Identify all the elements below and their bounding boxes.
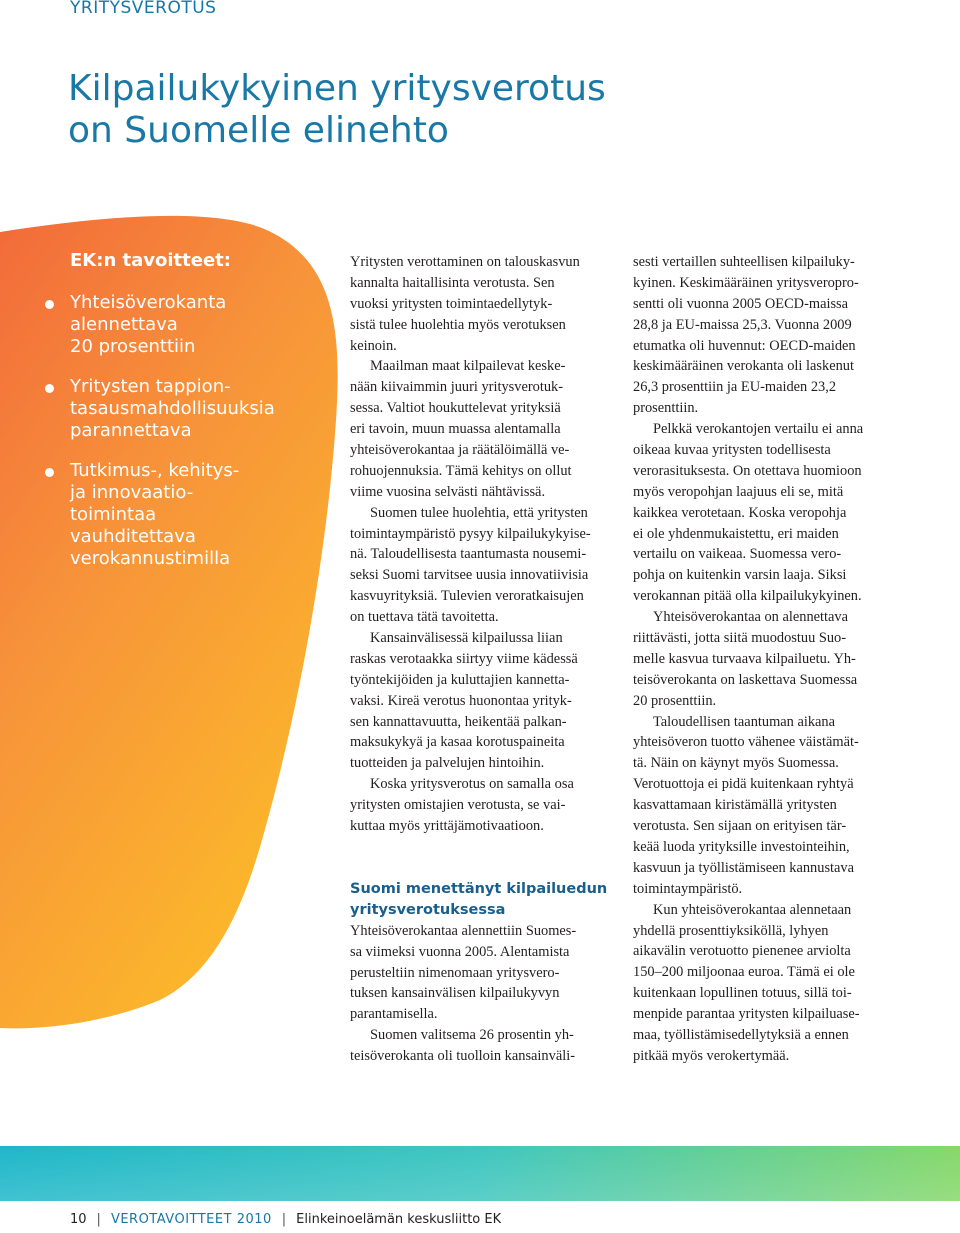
text-line: raskas verotaakka siirtyy viime kädessä [350,650,578,667]
text-line: 20 prosenttiin. [633,692,717,709]
text-line: parantamisella. [350,1006,438,1023]
text-line: Pelkkä verokantojen vertailu ei anna [653,421,864,438]
text-line: tuksen kansainvälisen kilpailukyvyn [350,985,560,1002]
goal-line: Yhteisöverokanta [70,292,227,313]
text-line: prosenttiin. [633,400,699,417]
text-line: Kansainvälisessä kilpailussa liian [370,630,563,647]
page-footer [70,1212,501,1227]
text-line: rohuojennuksia. Tämä kehitys on ollut [350,462,572,479]
article-column-right [633,252,863,1067]
text-line: etumatka oli huvennut: OECD-maiden [633,337,856,354]
goal-line: parannettava [70,420,192,441]
text-line: vuoksi yritysten toimintaedellytyk- [350,295,553,312]
text-line: yhdellä prosenttiyksiköllä, lyhyen [633,922,829,939]
goal-line: vauhditettava [70,526,196,547]
text-line: Yhteisöverokantaa on alennettava [653,609,848,626]
text-line: yhteisöveron tuotto vähenee väistämät- [633,734,859,751]
text-line: toimintaympäristö pysyy kilpailukykyise- [350,525,591,542]
text-line: teisöverokanta on laskettava Suomessa [633,671,858,688]
footer-separator: | [281,1212,287,1227]
text-line: sa viimeksi vuonna 2005. Alentamista [350,943,570,960]
text-line: keinoin. [350,337,397,354]
text-line: 26,3 prosenttiin ja EU-maiden 23,2 [633,379,837,396]
goal-line: toimintaa [70,504,157,525]
text-line: kasvuun ja työllistämiseen kannustava [633,859,855,876]
text-line: vertailu on vaikeaa. Suomessa vero- [633,546,842,563]
text-line: yhteisöverokantaa ja räätälöimällä ve- [350,442,570,459]
goal-line: alennettava [70,314,178,335]
decorative-gradient-band [0,1146,960,1201]
text-line: toimintaympäristö. [633,880,743,897]
text-line: Suomen tulee huolehtia, että yritysten [370,504,588,521]
text-line: oikeaa kuvaa yritysten todellisesta [633,442,831,459]
text-line: menpide parantaa yritysten kilpailuase- [633,1006,860,1023]
goal-line: ja innovaatio- [70,482,194,503]
section-label: YRITYSVEROTUS [70,0,217,18]
goal-line: Tutkimus-, kehitys- [70,460,240,481]
text-line: työntekijöiden ja kuluttajien kannetta- [350,671,570,688]
text-line: kyinen. Keskimääräinen yritysveropro- [633,274,859,291]
text-line: ei ole yhdenmukaistettu, eri maiden [633,525,839,542]
publication-title: VEROTAVOITTEET 2010 [110,1212,272,1227]
text-line: sistä tulee huolehtia myös verotuksen [350,316,566,333]
text-line: teisöverokanta oli tuolloin kansainväli- [350,1048,576,1065]
text-line: kuitenkaan lopullinen totuus, sillä toi- [633,985,852,1002]
page-number: 10 [70,1212,87,1227]
text-line: nä. Taloudellisesta taantumasta nousemi- [350,546,587,563]
text-line: sentti oli vuonna 2005 OECD-maissa [633,295,849,312]
page-title-line-1: Kilpailukykyinen yritysverotus [68,68,606,109]
text-line: perusteltiin nimenomaan yritysvero- [350,964,560,981]
text-line: Yhteisöverokantaa alennettiin Suomes- [350,922,577,939]
text-line: 28,8 ja EU-maissa 25,3. Vuonna 2009 [633,316,852,333]
text-line: Verotuottoja ei pidä kuitenkaan ryhtyä [633,776,854,793]
text-line: Yritysten verottaminen on talouskasvun [350,254,580,270]
text-line: maa, työllistämisedellytyksiä a ennen [633,1026,849,1043]
text-line: sessa. Valtiot houkuttelevat yrityksiä [350,400,561,417]
article-column-middle [350,252,607,1067]
text-line: sesti vertaillen suhteellisen kilpailuky- [633,254,855,270]
text-line: myös veropohjan laajuus eli se, mitä [633,483,844,500]
text-line: kasvuyrityksiä. Tulevien veroratkaisujen [350,588,584,605]
text-line: Kun yhteisöverokantaa alennetaan [653,901,852,918]
text-line: riittävästi, jotta siitä muodostuu Suo- [633,630,847,647]
text-line: Suomen valitsema 26 prosentin yh- [370,1027,574,1044]
text-line: Koska yritysverotus on samalla osa [370,776,574,793]
organization-name: Elinkeinoelämän keskusliitto EK [296,1212,502,1227]
text-line: nään kiivaimmin juuri yritysverotuk- [350,379,564,396]
text-line: melle kasvua turvaava kilpailuetu. Yh- [633,650,856,667]
text-line: sen kannattavuutta, heikentää palkan- [350,713,567,730]
text-line: Maailman maat kilpailevat keske- [370,358,566,375]
goal-line: 20 prosenttiin [70,336,196,357]
subheading-line: yritysverotuksessa [350,901,506,918]
goal-line: Yritysten tappion- [70,376,231,397]
text-line: maksukykyä ja kasaa korotuspaineita [350,734,565,751]
text-line: on tuettava tätä tavoitetta. [350,609,499,626]
text-line: kasvattamaan kiristämällä yritysten [633,797,837,814]
text-line: seksi Suomi tarvitsee uusia innovatiivisia [350,567,589,584]
text-line: viime vuosina selvästi nähtävissä. [350,483,546,500]
bullet-icon [45,300,54,309]
goal-line: verokannustimilla [70,548,231,569]
text-line: keskimääräinen verokanta oli laskenut [633,358,854,375]
text-line: verokannan pitää olla kilpailukykyinen. [633,588,862,605]
text-line: yritysten omistajien verotusta, se vai- [350,797,566,814]
text-line: kuttaa myös yrittäjämotivaatioon. [350,818,544,835]
text-line: eri tavoin, muun muassa alentamalla [350,421,561,438]
text-line: tuotteiden ja palvelujen hintoihin. [350,755,545,772]
footer-separator: | [96,1212,101,1227]
goal-line: tasausmahdollisuuksia [70,398,275,419]
text-line: kaikkea verotetaan. Koska veropohja [633,504,847,521]
text-line: keää luoda yrityksille investointeihin, [633,838,850,855]
text-line: aikavälin verotuotto pienenee arviolta [633,943,851,960]
bullet-icon [45,468,54,477]
text-line: 150–200 miljoonaa euroa. Tämä ei ole [633,964,855,981]
text-line: kannalta haitallisinta verotusta. Sen [350,274,555,291]
page-title-line-2: on Suomelle elinehto [68,110,449,151]
goals-title: EK:n tavoitteet: [70,250,231,271]
text-line: pohja on kuitenkin varsin laaja. Siksi [633,567,847,584]
text-line: verotusta. Sen sijaan on erityisen tär- [633,818,847,835]
text-line: tä. Näin on käynyt myös Suomessa. [633,755,839,772]
text-line: vaksi. Kireä verotus huonontaa yrityk- [350,692,572,709]
text-line: Taloudellisen taantuman aikana [653,713,836,730]
text-line: verorasituksesta. On otettava huomioon [633,462,862,479]
subheading-line: Suomi menettänyt kilpailuedun [350,880,608,897]
bullet-icon [45,384,54,393]
text-line: pitkää myös verokertymää. [633,1047,790,1064]
